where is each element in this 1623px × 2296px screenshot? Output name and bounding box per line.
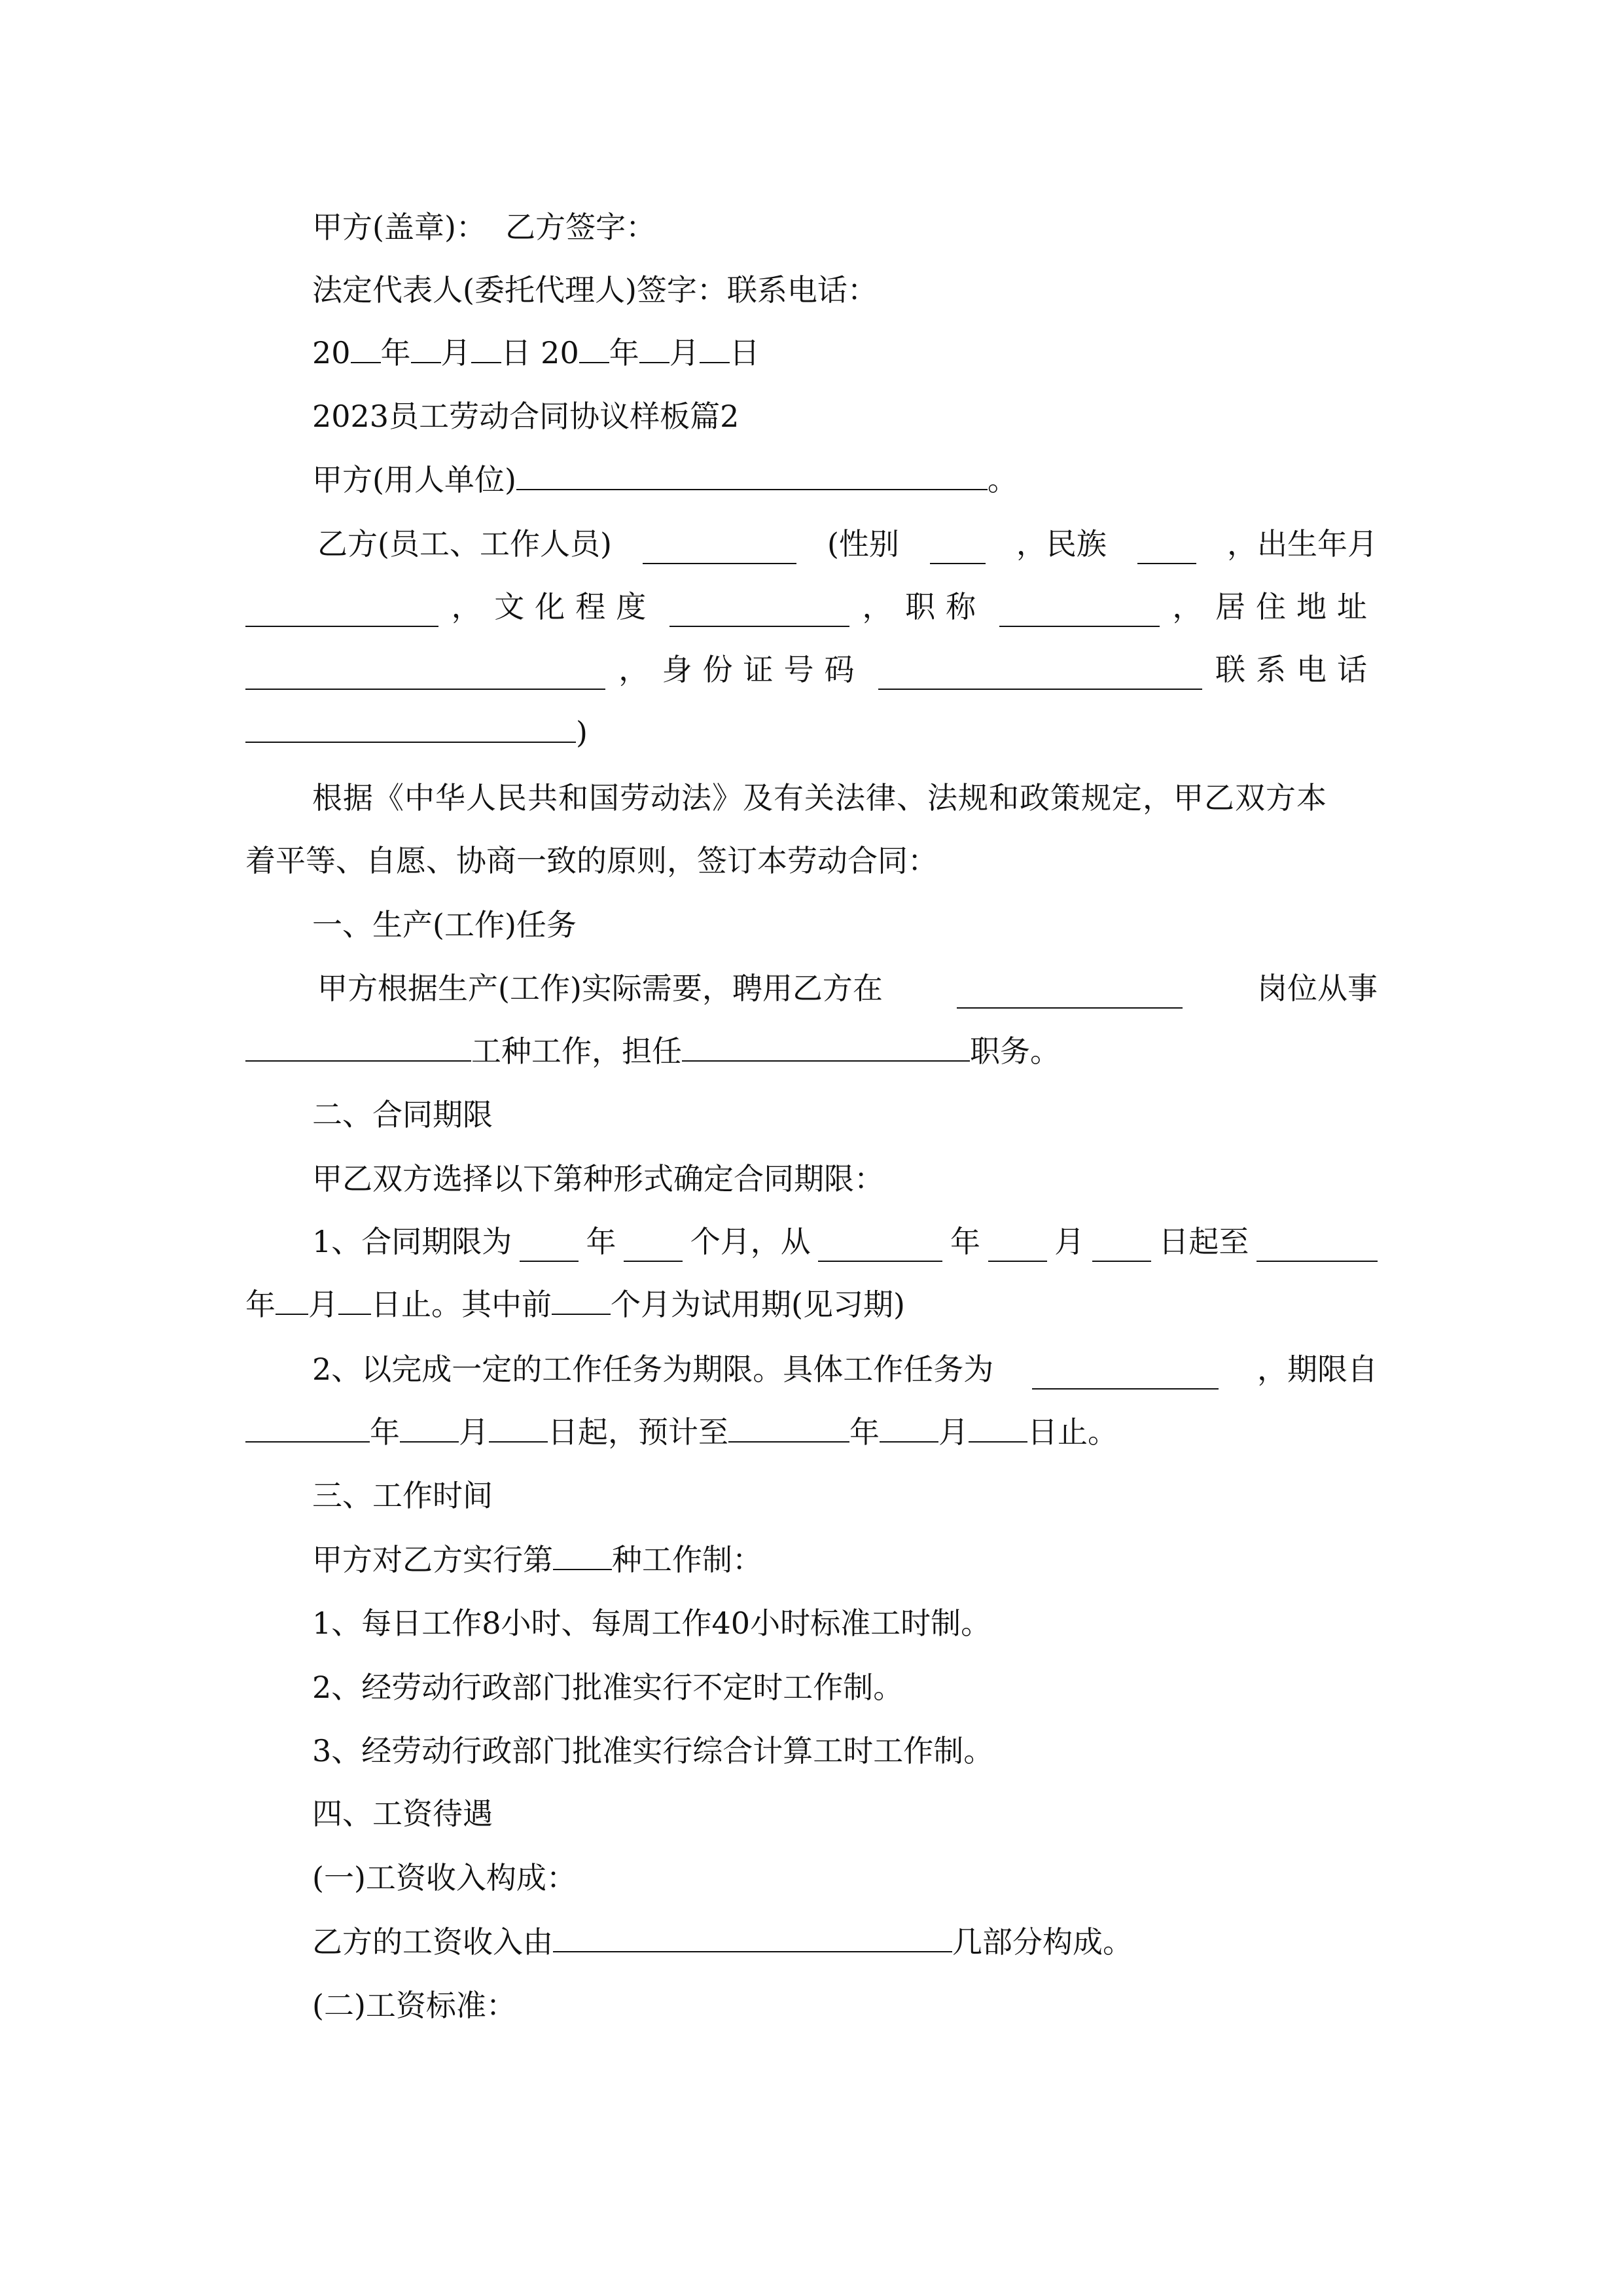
section-3-item-2: 2、经劳动行政部门批准实行不定时工作制。 — [312, 1670, 904, 1705]
section-3-item-3: 3、经劳动行政部门批准实行综合计算工时工作制。 — [312, 1733, 994, 1768]
section-2-item-1-line-2 — [245, 1284, 905, 1325]
signature-line-1 — [312, 207, 656, 247]
preamble-line-2: 着平等、自愿、协商一致的原则，签订本劳动合同： — [245, 843, 938, 878]
id-blank — [878, 660, 1202, 690]
section-4-heading: 四、工资待遇 — [312, 1796, 493, 1831]
section-2-heading: 二、合同期限 — [312, 1097, 493, 1132]
s4-composition-b: 几部分构成。 — [952, 1924, 1133, 1960]
title-blank — [999, 597, 1160, 627]
day-label: 日 — [729, 335, 760, 370]
section-3-heading: 三、工作时间 — [312, 1478, 493, 1513]
s1-text-b: 岗位从事 — [1257, 971, 1378, 1006]
position-blank — [682, 1031, 970, 1062]
section-2-item-1-line-1 — [312, 1221, 1378, 1262]
years-blank — [520, 1232, 579, 1262]
name-blank — [643, 534, 796, 564]
date-prefix: 20 — [541, 335, 579, 370]
s2-i1-a: 1、合同期限为 — [312, 1224, 512, 1259]
s4-composition-a: 乙方的工资收入由 — [312, 1924, 553, 1960]
gender-label: (性别 — [827, 526, 899, 562]
education-blank — [669, 597, 849, 627]
trade-blank — [245, 1031, 471, 1062]
year-label: 年 — [950, 1224, 980, 1259]
end-month-blank — [276, 1285, 308, 1315]
signature-date-line — [312, 332, 760, 373]
address-label: 居住地址 — [1215, 589, 1378, 624]
month-label: 月 — [669, 335, 700, 370]
section-2-intro: 甲乙双方选择以下第种形式确定合同期限： — [312, 1161, 884, 1196]
section-1-heading: 一、生产(工作)任务 — [312, 907, 577, 942]
to-month-blank — [880, 1412, 938, 1443]
s3-intro-a: 甲方对乙方实行第 — [312, 1542, 553, 1577]
from-month-blank — [400, 1412, 459, 1443]
section-3-item-1: 1、每日工作8小时、每周工作40小时标准工时制。 — [312, 1605, 991, 1641]
ethnicity-blank — [1137, 534, 1196, 564]
s2-i2-b: ，期限自 — [1257, 1352, 1378, 1387]
section-4-sub-1: (一)工资收入构成： — [312, 1860, 577, 1895]
section-1-line-1 — [317, 968, 1378, 1009]
year-label: 年 — [586, 1224, 616, 1259]
start-day-blank — [1092, 1232, 1151, 1262]
party-b-sign-label: 乙方签字： — [505, 209, 656, 245]
month-label: 月 — [440, 335, 471, 370]
s1-text-a: 甲方根据生产(工作)实际需要，聘用乙方在 — [317, 971, 883, 1006]
comma: ， — [862, 589, 893, 624]
s2-i2-end: 日止。 — [1027, 1414, 1118, 1450]
address-blank — [245, 660, 605, 690]
year-label: 年 — [370, 1414, 400, 1450]
year-label: 年 — [849, 1414, 880, 1450]
party-a-line — [312, 459, 1018, 500]
blank — [700, 333, 730, 363]
start-month-blank — [988, 1232, 1047, 1262]
date-prefix: 20 — [312, 335, 351, 370]
preamble-line-1: 根据《中华人民共和国劳动法》及有关法律、法规和政策规定，甲乙双方本 — [312, 780, 1327, 816]
year-label: 年 — [245, 1287, 276, 1322]
title-label: 职称 — [905, 589, 987, 624]
party-a-blank — [516, 460, 988, 490]
party-a-label: 甲方(用人单位) — [312, 462, 516, 497]
blank — [351, 333, 381, 363]
s3-intro-b: 种工作制： — [612, 1542, 762, 1577]
s2-i1-start: 日起至 — [1158, 1224, 1249, 1259]
s2-i1-trial: 个月为试用期(见习期) — [611, 1287, 905, 1322]
month-label: 月 — [1054, 1224, 1085, 1259]
section-3-intro — [312, 1539, 762, 1580]
end-year-blank — [1257, 1232, 1378, 1262]
party-a-end: 。 — [987, 462, 1018, 497]
months-blank — [624, 1232, 683, 1262]
s2-i1-months: 个月，从 — [690, 1224, 811, 1259]
s2-i2-a: 2、以完成一定的工作任务为期限。具体工作任务为 — [312, 1352, 994, 1387]
end-day-blank — [338, 1285, 371, 1315]
month-label: 月 — [308, 1287, 338, 1322]
party-a-seal-label: 甲方(盖章)： — [312, 209, 486, 245]
gender-blank — [930, 534, 986, 564]
blank — [411, 333, 441, 363]
s2-i1-end: 日止。其中前 — [371, 1287, 552, 1322]
comma: ， — [1172, 589, 1203, 624]
party-b-line-4 — [245, 712, 588, 753]
from-year-blank — [245, 1412, 370, 1443]
work-system-blank — [553, 1540, 612, 1570]
start-year-blank — [818, 1232, 942, 1262]
phone-blank — [245, 713, 576, 743]
party-b-line-3 — [245, 649, 1378, 690]
s1-text-c: 工种工作，担任 — [471, 1033, 682, 1069]
signature-line-2 — [312, 270, 878, 310]
s2-i2-from: 日起，预计至 — [548, 1414, 728, 1450]
year-label: 年 — [380, 335, 411, 370]
id-label: 身份证号码 — [662, 652, 865, 687]
trial-blank — [552, 1285, 611, 1315]
year-label: 年 — [609, 335, 639, 370]
party-b-line-1 — [317, 524, 1378, 564]
section-2-item-2-line-2 — [245, 1412, 1118, 1452]
party-b-line-2 — [245, 586, 1378, 627]
task-blank — [1032, 1359, 1219, 1390]
day-label: 日 — [501, 335, 531, 370]
post-blank — [957, 978, 1183, 1009]
month-label: 月 — [459, 1414, 489, 1450]
section-4-composition — [312, 1922, 1133, 1962]
document-title: 2023员工劳动合同协议样板篇2 — [312, 399, 740, 434]
legal-rep-label: 法定代表人(委托代理人)签字： — [312, 272, 727, 308]
section-2-item-2-line-1 — [312, 1349, 1378, 1390]
to-year-blank — [728, 1412, 849, 1443]
comma: ， — [451, 589, 482, 624]
composition-blank — [553, 1922, 952, 1952]
birth-label: ，出生年月 — [1226, 526, 1378, 562]
phone-label: 联系电话 — [1215, 652, 1378, 687]
month-label: 月 — [938, 1414, 969, 1450]
blank — [471, 333, 501, 363]
blank — [579, 333, 609, 363]
ethnicity-label: ，民族 — [1016, 526, 1107, 562]
party-b-label: 乙方(员工、工作人员) — [317, 526, 612, 562]
birth-blank — [245, 597, 438, 627]
section-1-line-2 — [245, 1031, 1060, 1071]
comma: ， — [618, 652, 649, 687]
phone-label: 联系电话： — [726, 272, 878, 308]
close-paren: ) — [576, 715, 588, 750]
from-day-blank — [489, 1412, 548, 1443]
to-day-blank — [969, 1412, 1027, 1443]
education-label: 文化程度 — [494, 589, 657, 624]
blank — [639, 333, 669, 363]
section-4-sub-2: (二)工资标准： — [312, 1988, 516, 2023]
s1-text-d: 职务。 — [970, 1033, 1060, 1069]
